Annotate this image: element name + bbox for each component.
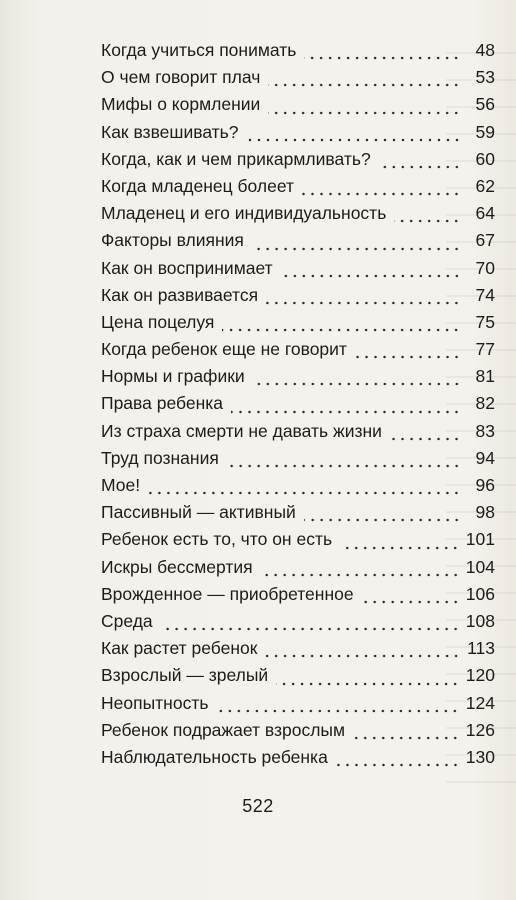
toc-entry-title: Искры бессмертия (101, 556, 253, 577)
toc-entry-page: 130 (465, 746, 495, 767)
toc-entry (101, 554, 495, 581)
toc-entry-page: 74 (475, 284, 495, 305)
toc-entry (101, 227, 495, 254)
toc-entry-page: 101 (465, 529, 495, 550)
toc-entry-title: Труд познания (101, 447, 219, 468)
toc-entry-title: Как растет ребенок (101, 638, 258, 659)
toc-entry-title: Наблюдательность ребенка (101, 746, 328, 767)
toc-entry-page: 75 (475, 311, 495, 332)
toc-entry-page: 94 (475, 447, 495, 468)
dot-leader (304, 512, 461, 522)
dot-leader (216, 703, 459, 713)
toc-entry (101, 390, 495, 417)
toc-entry-page: 98 (475, 502, 495, 523)
dot-leader (394, 213, 461, 223)
toc-entry (101, 119, 495, 146)
toc-entry-title: Младенец и его индивидуальность (101, 203, 387, 224)
toc-entry-title: Как взвешивать? (101, 121, 239, 142)
dot-leader (268, 105, 461, 115)
toc-entry (101, 526, 495, 553)
toc-entry-page: 124 (465, 692, 495, 713)
dot-leader (281, 268, 461, 278)
dot-leader (268, 77, 461, 87)
dot-leader (340, 540, 460, 550)
toc-entry-title: Ребенок подражает взрослым (101, 719, 346, 740)
toc-entry-title: Цена поцелуя (101, 311, 215, 332)
toc-entry (101, 146, 495, 173)
toc-entry-title: Когда ребенок еще не говорит (101, 339, 347, 360)
dot-leader (252, 241, 461, 251)
toc-entry-page: 67 (475, 230, 495, 251)
toc-entry-title: Пассивный — активный (101, 502, 296, 523)
toc-entry (101, 336, 495, 363)
toc-entry-page: 77 (475, 339, 495, 360)
toc-entry-page: 56 (475, 94, 495, 115)
page-number: 522 (242, 796, 274, 816)
toc-entry-title: Взрослый — зрелый (101, 665, 269, 686)
dot-leader (148, 485, 461, 495)
toc-entry-title: Права ребенка (101, 393, 224, 414)
toc-entry (101, 445, 495, 472)
toc-entry (101, 255, 495, 282)
toc-entry-title: Врожденное — приобретенное (101, 583, 354, 604)
toc-entry (101, 173, 495, 200)
toc-entry (101, 635, 495, 662)
toc-entry (101, 744, 495, 771)
toc-entry-title: Факторы влияния (101, 230, 244, 251)
toc-entry-title: Когда младенец болеет (101, 175, 295, 196)
toc-entry-page: 104 (465, 556, 495, 577)
dot-leader (355, 349, 461, 359)
dot-leader (336, 757, 460, 767)
toc-entry (101, 418, 495, 445)
toc-entry-title: Среда (101, 610, 153, 631)
toc-entry-page: 48 (475, 40, 495, 60)
toc-entry (101, 200, 495, 227)
toc-entry (101, 717, 495, 744)
toc-entry-page: 96 (475, 475, 495, 495)
toc-entry-title: О чем говорит плач (101, 67, 261, 88)
toc-entry (101, 581, 495, 608)
dot-leader (362, 594, 460, 604)
toc-entry-page: 53 (475, 67, 495, 88)
toc-entry-page: 120 (465, 665, 495, 686)
dot-leader (390, 431, 461, 441)
dot-leader (266, 295, 461, 305)
toc-entry (101, 282, 495, 309)
dot-leader (253, 376, 461, 386)
toc-entry-page: 62 (475, 175, 495, 196)
toc-entry-title: Как он воспринимает (101, 257, 273, 278)
dot-leader (379, 159, 461, 169)
dot-leader (247, 132, 461, 142)
toc-entry (101, 309, 495, 336)
toc-entry-page: 60 (475, 148, 495, 169)
toc-entry-page: 108 (465, 610, 495, 631)
toc-entry (101, 64, 495, 91)
toc-entry (101, 91, 495, 118)
toc-entry (101, 363, 495, 390)
dot-leader (353, 730, 460, 740)
toc-entry (101, 690, 495, 717)
toc-entry-title: Неопытность (101, 692, 209, 713)
toc-entry (101, 499, 495, 526)
dot-leader (265, 648, 461, 658)
toc-entry-title: Как он развивается (101, 284, 259, 305)
toc-entry-page: 126 (465, 719, 495, 740)
dot-leader (222, 322, 461, 332)
toc-entry (101, 662, 495, 689)
toc-entry (101, 37, 495, 64)
dot-leader (304, 50, 461, 60)
toc-entry-title: Когда учиться понимать (101, 40, 297, 60)
toc-entry-page: 83 (475, 420, 495, 441)
toc-entry-title: Когда, как и чем прикармливать? (101, 148, 371, 169)
toc-entry-page: 81 (475, 366, 495, 387)
dot-leader (161, 621, 460, 631)
dot-leader (261, 567, 460, 577)
toc-entry-title: Мое! (101, 475, 141, 495)
toc-entry (101, 472, 495, 499)
dot-leader (302, 186, 461, 196)
toc-entry-title: Ребенок есть то, что он есть (101, 529, 333, 550)
toc-entry-page: 59 (475, 121, 495, 142)
toc-entry-page: 82 (475, 393, 495, 414)
toc-entry-title: Нормы и графики (101, 366, 245, 387)
toc-entry-page: 70 (475, 257, 495, 278)
toc-entry-title: Из страха смерти не давать жизни (101, 420, 382, 441)
dot-leader (276, 676, 460, 686)
toc-entry (101, 608, 495, 635)
toc-entry-title: Мифы о кормлении (101, 94, 261, 115)
dot-leader (231, 404, 461, 414)
toc-entry-page: 106 (465, 583, 495, 604)
dot-leader (227, 458, 461, 468)
toc-entry-page: 64 (475, 203, 495, 224)
table-of-contents (101, 37, 495, 771)
toc-entry-page: 113 (467, 638, 495, 659)
